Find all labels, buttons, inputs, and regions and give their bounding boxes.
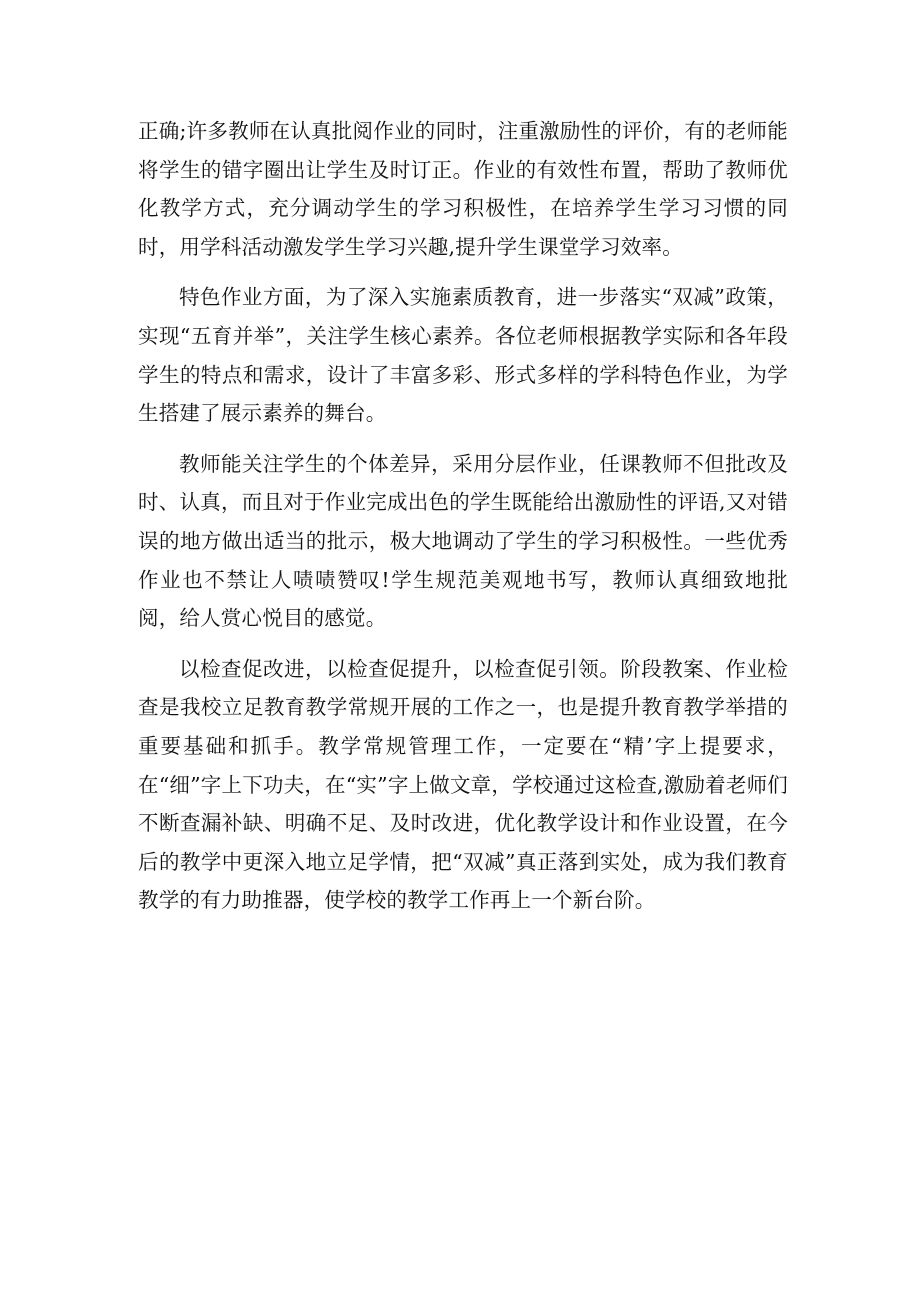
paragraph-continuation: 正确;许多教师在认真批阅作业的同时，注重激励性的评价，有的老师能将学生的错字圈出让学生及时订正。作业的有效性布置，帮助了教师优化教学方式，充分调动学生的学习积极性，在培养学生学习习惯的同时，用学科活动激发学生学习兴趣,提升学生课堂学习效率。 xyxy=(138,119,788,259)
document-body xyxy=(138,112,788,932)
paragraph-inspection-summary: 以检查促改进，以检查促提升，以检查促引领。阶段教案、作业检查是我校立足教育教学常规开展的工作之一，也是提升教育教学举措的重要基础和抓手。教学常规管理工作，一定要在“精’字上提要求，在“细”字上下功夫，在“实”字上做文章，学校通过这检查,激励着老师们不断查漏补缺、明确不足、及时改进，优化教学设计和作业设置，在今后的教学中更深入地立足学情，把“双减”真正落到实处，成为我们教育教学的有力助推器，使学校的教学工作再上一个新台阶。 xyxy=(138,656,788,913)
paragraph-individual-differences: 教师能关注学生的个体差异，采用分层作业，任课教师不但批改及时、认真，而且对于作业完成出色的学生既能给出激励性的评语,又对错误的地方做出适当的批示，极大地调动了学生的学习积极性。一些优秀作业也不禁让人啧啧赞叹!学生规范美观地书写，教师认真细致地批阅，给人赏心悦目的感觉。 xyxy=(138,451,788,631)
paragraph-special-homework: 特色作业方面，为了深入实施素质教育，进一步落实“双减”政策，实现“五育并举”，关注学生核心素养。各位老师根据教学实际和各年段学生的特点和需求，设计了丰富多彩、形式多样的学科特色作业，为学生搭建了展示素养的舞台。 xyxy=(138,285,788,426)
